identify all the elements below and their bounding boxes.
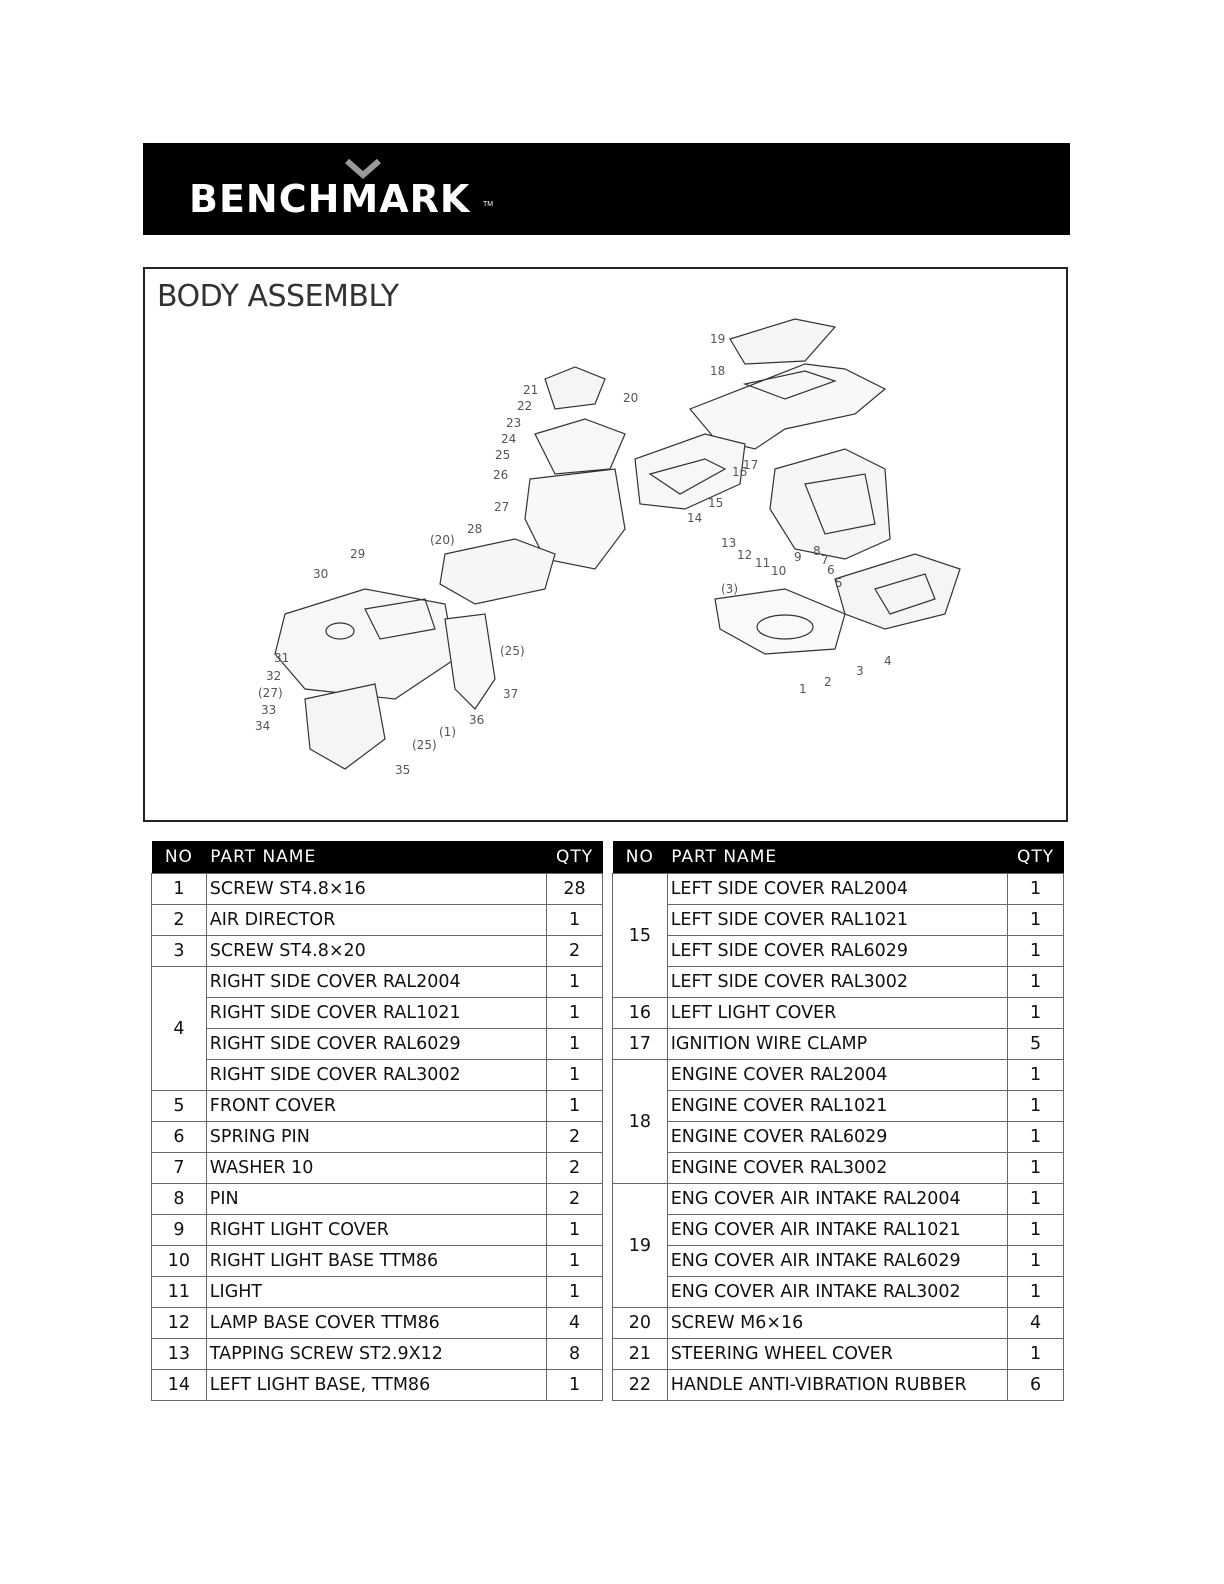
part-qty: 2 — [547, 1153, 603, 1184]
part-name: LEFT SIDE COVER RAL1021 — [667, 905, 1008, 936]
table-row — [613, 936, 1064, 967]
callout-label: 14 — [687, 511, 703, 525]
table-row — [613, 1215, 1064, 1246]
callout-label: 35 — [395, 763, 411, 777]
part-qty: 1 — [1008, 1153, 1064, 1184]
part-qty: 2 — [547, 1184, 603, 1215]
table-row — [152, 1370, 603, 1401]
callout-label: 16 — [732, 465, 748, 479]
table-row — [613, 1060, 1064, 1091]
part-qty: 1 — [547, 1091, 603, 1122]
part-no: 8 — [152, 1184, 207, 1215]
table-row — [152, 1246, 603, 1277]
part-no: 3 — [152, 936, 207, 967]
part-name: WASHER 10 — [206, 1153, 546, 1184]
part-qty: 1 — [1008, 1122, 1064, 1153]
part-name: LAMP BASE COVER TTM86 — [206, 1308, 546, 1339]
callout-label: 10 — [771, 564, 787, 578]
column-header-qty: QTY — [1008, 841, 1064, 874]
part-name: SCREW ST4.8×20 — [206, 936, 546, 967]
part-qty: 1 — [547, 1370, 603, 1401]
part-qty: 1 — [1008, 998, 1064, 1029]
part-name: LEFT SIDE COVER RAL3002 — [667, 967, 1008, 998]
part-name: RIGHT LIGHT BASE TTM86 — [206, 1246, 546, 1277]
callout-label: 23 — [506, 416, 522, 430]
table-row — [152, 1184, 603, 1215]
callout-label: 8 — [813, 544, 821, 558]
part-qty: 1 — [1008, 1339, 1064, 1370]
part-qty: 1 — [547, 1277, 603, 1308]
callout-label: 28 — [467, 522, 483, 536]
part-qty: 4 — [547, 1308, 603, 1339]
part-no: 16 — [613, 998, 668, 1029]
part-qty: 2 — [547, 1122, 603, 1153]
callout-label: 13 — [721, 536, 737, 550]
table-row — [613, 905, 1064, 936]
part-qty: 1 — [547, 1246, 603, 1277]
part-no: 10 — [152, 1246, 207, 1277]
part-name: ENGINE COVER RAL3002 — [667, 1153, 1008, 1184]
parts-table-right — [612, 841, 1064, 1401]
header-bar — [143, 143, 1070, 235]
callout-label: 20 — [623, 391, 639, 405]
part-name: ENG COVER AIR INTAKE RAL6029 — [667, 1246, 1008, 1277]
table-row — [613, 1308, 1064, 1339]
part-no: 4 — [152, 967, 207, 1091]
part-no: 7 — [152, 1153, 207, 1184]
part-name: ENG COVER AIR INTAKE RAL2004 — [667, 1184, 1008, 1215]
part-no: 17 — [613, 1029, 668, 1060]
part-qty: 1 — [547, 998, 603, 1029]
column-header-no: NO — [613, 841, 668, 874]
callout-label: 31 — [274, 651, 290, 665]
table-row — [152, 1060, 603, 1091]
part-name: LEFT LIGHT COVER — [667, 998, 1008, 1029]
table-row — [152, 1277, 603, 1308]
part-qty: 28 — [547, 874, 603, 905]
part-qty: 1 — [547, 1215, 603, 1246]
part-name: ENGINE COVER RAL1021 — [667, 1091, 1008, 1122]
callout-label: 21 — [523, 383, 539, 397]
table-row — [152, 967, 603, 998]
callout-label: 25 — [495, 448, 511, 462]
part-name: LIGHT — [206, 1277, 546, 1308]
part-qty: 2 — [547, 936, 603, 967]
callout-label: 7 — [821, 553, 829, 567]
table-row — [152, 936, 603, 967]
part-qty: 1 — [1008, 1215, 1064, 1246]
callout-label: (27) — [258, 686, 283, 700]
part-name: PIN — [206, 1184, 546, 1215]
table-row — [152, 905, 603, 936]
table-row — [613, 1277, 1064, 1308]
column-header-no: NO — [152, 841, 207, 874]
table-row — [613, 1153, 1064, 1184]
part-qty: 1 — [1008, 1277, 1064, 1308]
part-no: 5 — [152, 1091, 207, 1122]
callout-label: 15 — [708, 496, 724, 510]
callout-label: 1 — [799, 682, 807, 696]
callout-label: (25) — [500, 644, 525, 658]
table-row — [613, 998, 1064, 1029]
parts-table-left — [151, 841, 603, 1401]
callout-label: (3) — [721, 582, 738, 596]
table-row — [152, 998, 603, 1029]
diagram-panel — [143, 267, 1068, 822]
exploded-view-diagram — [145, 269, 1066, 820]
callout-label: 29 — [350, 547, 366, 561]
part-qty: 1 — [1008, 967, 1064, 998]
table-row — [613, 1339, 1064, 1370]
part-name: TAPPING SCREW ST2.9X12 — [206, 1339, 546, 1370]
part-name: SCREW ST4.8×16 — [206, 874, 546, 905]
callout-label: 24 — [501, 432, 517, 446]
part-no: 1 — [152, 874, 207, 905]
part-qty: 1 — [1008, 1246, 1064, 1277]
table-row — [152, 874, 603, 905]
callout-label: 2 — [824, 675, 832, 689]
table-row — [613, 1246, 1064, 1277]
part-no: 9 — [152, 1215, 207, 1246]
callout-label: 3 — [856, 664, 864, 678]
part-qty: 1 — [547, 1029, 603, 1060]
callout-label: 17 — [743, 458, 759, 472]
table-row — [613, 1184, 1064, 1215]
callout-label: (25) — [412, 738, 437, 752]
part-name: ENG COVER AIR INTAKE RAL3002 — [667, 1277, 1008, 1308]
part-no: 22 — [613, 1370, 668, 1401]
callout-label: 27 — [494, 500, 510, 514]
part-no: 2 — [152, 905, 207, 936]
callout-label: 26 — [493, 468, 509, 482]
callout-label: 22 — [517, 399, 533, 413]
part-name: SPRING PIN — [206, 1122, 546, 1153]
table-row — [152, 1029, 603, 1060]
part-no: 12 — [152, 1308, 207, 1339]
part-qty: 1 — [1008, 1060, 1064, 1091]
part-qty: 1 — [1008, 936, 1064, 967]
table-row — [613, 1370, 1064, 1401]
part-name: FRONT COVER — [206, 1091, 546, 1122]
part-no: 13 — [152, 1339, 207, 1370]
part-name: RIGHT SIDE COVER RAL2004 — [206, 967, 546, 998]
part-qty: 6 — [1008, 1370, 1064, 1401]
part-name: RIGHT SIDE COVER RAL6029 — [206, 1029, 546, 1060]
table-row — [613, 1122, 1064, 1153]
part-name: HANDLE ANTI-VIBRATION RUBBER — [667, 1370, 1008, 1401]
part-qty: 1 — [1008, 1184, 1064, 1215]
brand-name: BENCHMARK — [189, 177, 471, 221]
callout-label: 11 — [755, 556, 771, 570]
part-qty: 1 — [1008, 874, 1064, 905]
part-qty: 4 — [1008, 1308, 1064, 1339]
callout-label: 37 — [503, 687, 519, 701]
callout-label: 6 — [827, 563, 835, 577]
part-qty: 1 — [1008, 905, 1064, 936]
part-qty: 1 — [547, 905, 603, 936]
part-name: ENG COVER AIR INTAKE RAL1021 — [667, 1215, 1008, 1246]
callout-label: 5 — [835, 576, 843, 590]
part-name: RIGHT SIDE COVER RAL3002 — [206, 1060, 546, 1091]
part-no: 20 — [613, 1308, 668, 1339]
table-row — [152, 1339, 603, 1370]
part-name: AIR DIRECTOR — [206, 905, 546, 936]
part-no: 19 — [613, 1184, 668, 1308]
part-qty: 8 — [547, 1339, 603, 1370]
column-header-part-name: PART NAME — [667, 841, 1008, 874]
callout-label: (20) — [430, 533, 455, 547]
part-qty: 1 — [1008, 1091, 1064, 1122]
column-header-qty: QTY — [547, 841, 603, 874]
callout-label: 33 — [261, 703, 277, 717]
part-no: 11 — [152, 1277, 207, 1308]
part-name: IGNITION WIRE CLAMP — [667, 1029, 1008, 1060]
table-row — [152, 1215, 603, 1246]
callout-label: 34 — [255, 719, 271, 733]
part-name: LEFT SIDE COVER RAL2004 — [667, 874, 1008, 905]
part-name: RIGHT LIGHT COVER — [206, 1215, 546, 1246]
part-qty: 1 — [547, 967, 603, 998]
trademark-mark: TM — [483, 201, 494, 208]
part-name: ENGINE COVER RAL2004 — [667, 1060, 1008, 1091]
table-row — [152, 1308, 603, 1339]
part-no: 14 — [152, 1370, 207, 1401]
callout-label: 9 — [794, 550, 802, 564]
part-name: SCREW M6×16 — [667, 1308, 1008, 1339]
callout-label: 19 — [710, 332, 726, 346]
callout-label: 12 — [737, 548, 753, 562]
table-row — [152, 1153, 603, 1184]
diagram-title: BODY ASSEMBLY — [157, 279, 399, 314]
part-no: 6 — [152, 1122, 207, 1153]
table-row — [613, 1091, 1064, 1122]
callout-label: 32 — [266, 669, 282, 683]
callout-label: (1) — [439, 725, 456, 739]
part-name: STEERING WHEEL COVER — [667, 1339, 1008, 1370]
part-name: LEFT SIDE COVER RAL6029 — [667, 936, 1008, 967]
part-no: 21 — [613, 1339, 668, 1370]
part-no: 18 — [613, 1060, 668, 1184]
part-qty: 1 — [547, 1060, 603, 1091]
callout-label: 18 — [710, 364, 726, 378]
table-row — [613, 874, 1064, 905]
table-row — [152, 1122, 603, 1153]
callout-label: 30 — [313, 567, 329, 581]
part-no: 15 — [613, 874, 668, 998]
callout-label: 4 — [884, 654, 892, 668]
part-name: RIGHT SIDE COVER RAL1021 — [206, 998, 546, 1029]
part-qty: 5 — [1008, 1029, 1064, 1060]
part-name: ENGINE COVER RAL6029 — [667, 1122, 1008, 1153]
table-row — [152, 1091, 603, 1122]
column-header-part-name: PART NAME — [206, 841, 546, 874]
part-name: LEFT LIGHT BASE, TTM86 — [206, 1370, 546, 1401]
table-row — [613, 1029, 1064, 1060]
callout-label: 36 — [469, 713, 485, 727]
table-row — [613, 967, 1064, 998]
